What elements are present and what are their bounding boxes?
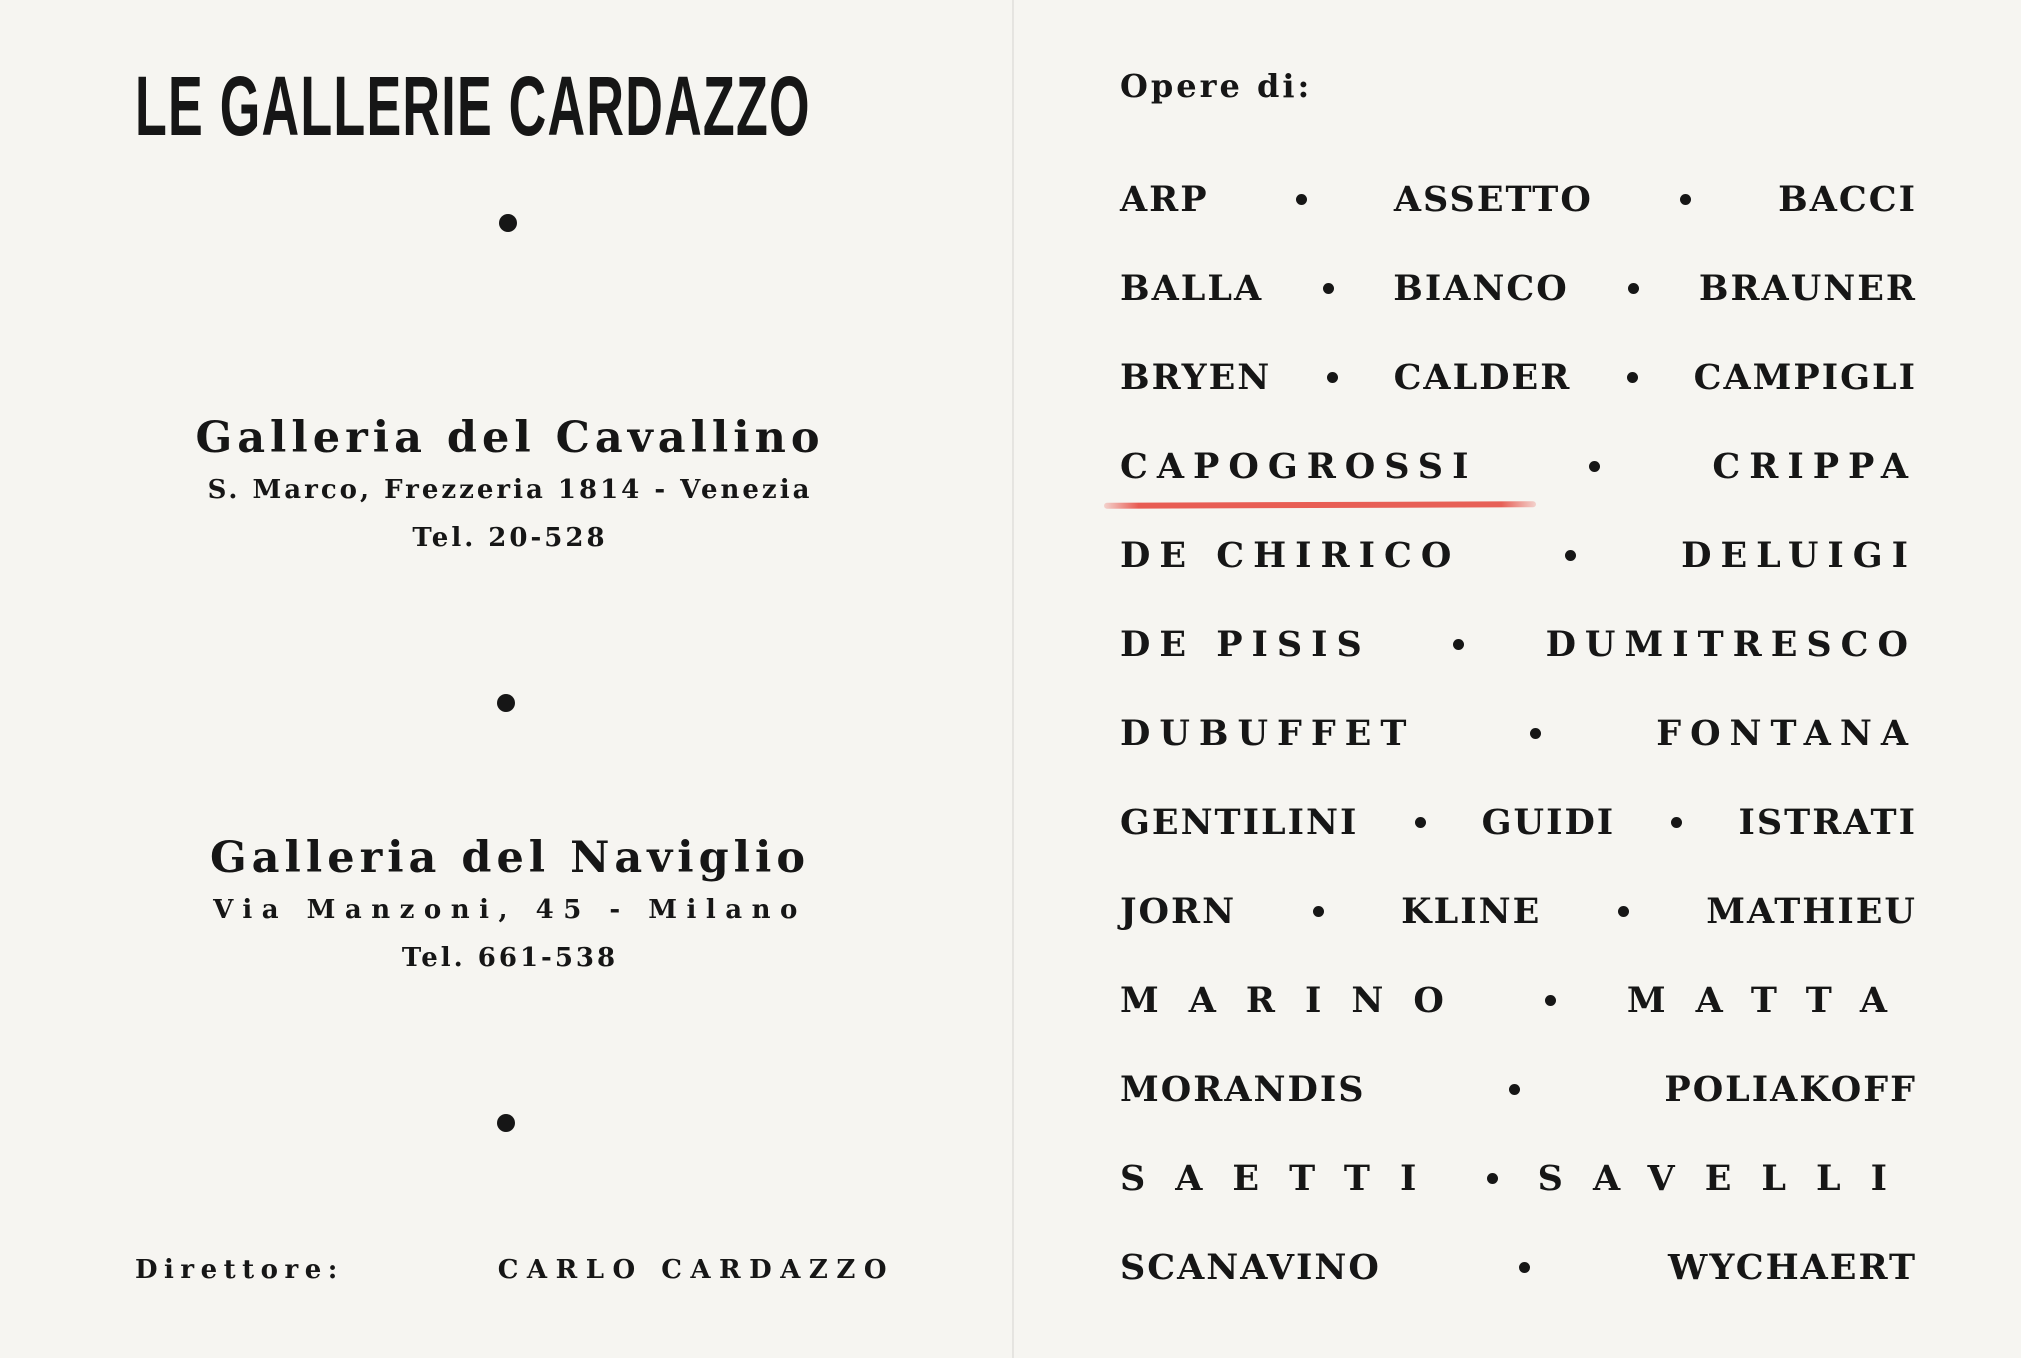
artist-name: CAPOGROSSI bbox=[1120, 445, 1478, 487]
artist-name: GUIDI bbox=[1481, 801, 1616, 843]
artist-name: ISTRATI bbox=[1738, 801, 1917, 843]
artist-row bbox=[1120, 260, 1917, 316]
artist-name: SCANAVINO bbox=[1120, 1246, 1381, 1288]
artist-name: CALDER bbox=[1393, 356, 1572, 398]
bullet-dot bbox=[1327, 372, 1338, 383]
artist-name: MARINO bbox=[1120, 979, 1474, 1021]
artist-name: MORANDIS bbox=[1120, 1068, 1366, 1110]
director-label: Direttore: bbox=[135, 1255, 344, 1285]
bullet-dot bbox=[1313, 906, 1324, 917]
artist-name: CAMPIGLI bbox=[1693, 356, 1917, 398]
artist-row bbox=[1120, 1150, 1917, 1206]
artist-name: BRYEN bbox=[1120, 356, 1272, 398]
artist-name: DE PISIS bbox=[1120, 623, 1371, 665]
artist-name: JORN bbox=[1120, 890, 1237, 932]
bullet-dot bbox=[1545, 995, 1556, 1006]
artist-row bbox=[1120, 349, 1917, 405]
artist-row bbox=[1120, 1061, 1917, 1117]
page-fold bbox=[1012, 0, 1014, 1358]
artist-row bbox=[1120, 438, 1917, 494]
bullet-dot bbox=[1671, 817, 1682, 828]
bullet-dot bbox=[1519, 1262, 1530, 1273]
gallery-phone: Tel. 661-538 bbox=[401, 943, 619, 973]
director-name: CARLO CARDAZZO bbox=[497, 1255, 895, 1285]
bullet-dot bbox=[1589, 461, 1600, 472]
gallery-name: Galleria del Cavallino bbox=[195, 413, 825, 463]
artist-name: POLIAKOFF bbox=[1664, 1068, 1917, 1110]
bullet-dot bbox=[1680, 194, 1691, 205]
artist-name: MATTA bbox=[1626, 979, 1917, 1021]
bullet-dot bbox=[1453, 639, 1464, 650]
artist-row bbox=[1120, 616, 1917, 672]
artist-name: ASSETTO bbox=[1393, 178, 1593, 220]
bullet-dot bbox=[1627, 372, 1638, 383]
artist-name: BRAUNER bbox=[1698, 267, 1917, 309]
gallery-address: Via Manzoni, 45 - Milano bbox=[213, 895, 807, 925]
artist-name: DUMITRESCO bbox=[1545, 623, 1917, 665]
artist-name: MATHIEU bbox=[1706, 890, 1917, 932]
bullet-dot bbox=[1323, 283, 1334, 294]
bullet-dot bbox=[1565, 550, 1576, 561]
red-underline bbox=[1104, 501, 1536, 509]
separator-dot bbox=[497, 1114, 515, 1132]
bullet-dot bbox=[1509, 1084, 1520, 1095]
works-heading: Opere di: bbox=[1120, 67, 1313, 105]
bullet-dot bbox=[1487, 1173, 1498, 1184]
artist-row bbox=[1120, 705, 1917, 761]
bullet-dot bbox=[1618, 906, 1629, 917]
artist-row bbox=[1120, 794, 1917, 850]
artist-name: BALLA bbox=[1120, 267, 1264, 309]
artist-name: BIANCO bbox=[1393, 267, 1569, 309]
gallery-address: S. Marco, Frezzeria 1814 - Venezia bbox=[207, 475, 813, 505]
artist-row bbox=[1120, 527, 1917, 583]
artist-name: WYCHAERT bbox=[1668, 1246, 1917, 1288]
artist-row bbox=[1120, 1239, 1917, 1295]
bullet-dot bbox=[1530, 728, 1541, 739]
director-line bbox=[135, 1250, 895, 1290]
artist-name: DELUIGI bbox=[1681, 534, 1917, 576]
artist-name: SAVELLI bbox=[1537, 1157, 1917, 1199]
artist-name: KLINE bbox=[1401, 890, 1542, 932]
artist-name: FONTANA bbox=[1656, 712, 1917, 754]
gallery-phone: Tel. 20-528 bbox=[412, 523, 608, 553]
artist-name: DE CHIRICO bbox=[1120, 534, 1461, 576]
gallery-cavallino bbox=[130, 410, 890, 562]
gallery-naviglio bbox=[130, 830, 890, 982]
artist-name: SAETTI bbox=[1120, 1157, 1447, 1199]
artist-name: BACCI bbox=[1778, 178, 1917, 220]
artist-name: ARP bbox=[1120, 178, 1209, 220]
artist-name: DUBUFFET bbox=[1120, 712, 1416, 754]
artist-row bbox=[1120, 883, 1917, 939]
bullet-dot bbox=[1415, 817, 1426, 828]
artist-row bbox=[1120, 171, 1917, 227]
separator-dot bbox=[497, 694, 515, 712]
bullet-dot bbox=[1296, 194, 1307, 205]
artist-row bbox=[1120, 972, 1917, 1028]
artist-name: CRIPPA bbox=[1712, 445, 1917, 487]
artist-name: GENTILINI bbox=[1120, 801, 1359, 843]
separator-dot bbox=[499, 214, 517, 232]
bullet-dot bbox=[1628, 283, 1639, 294]
gallery-name: Galleria del Naviglio bbox=[209, 833, 811, 883]
gallery-group-title: LE GALLERIE CARDAZZO bbox=[135, 59, 811, 153]
